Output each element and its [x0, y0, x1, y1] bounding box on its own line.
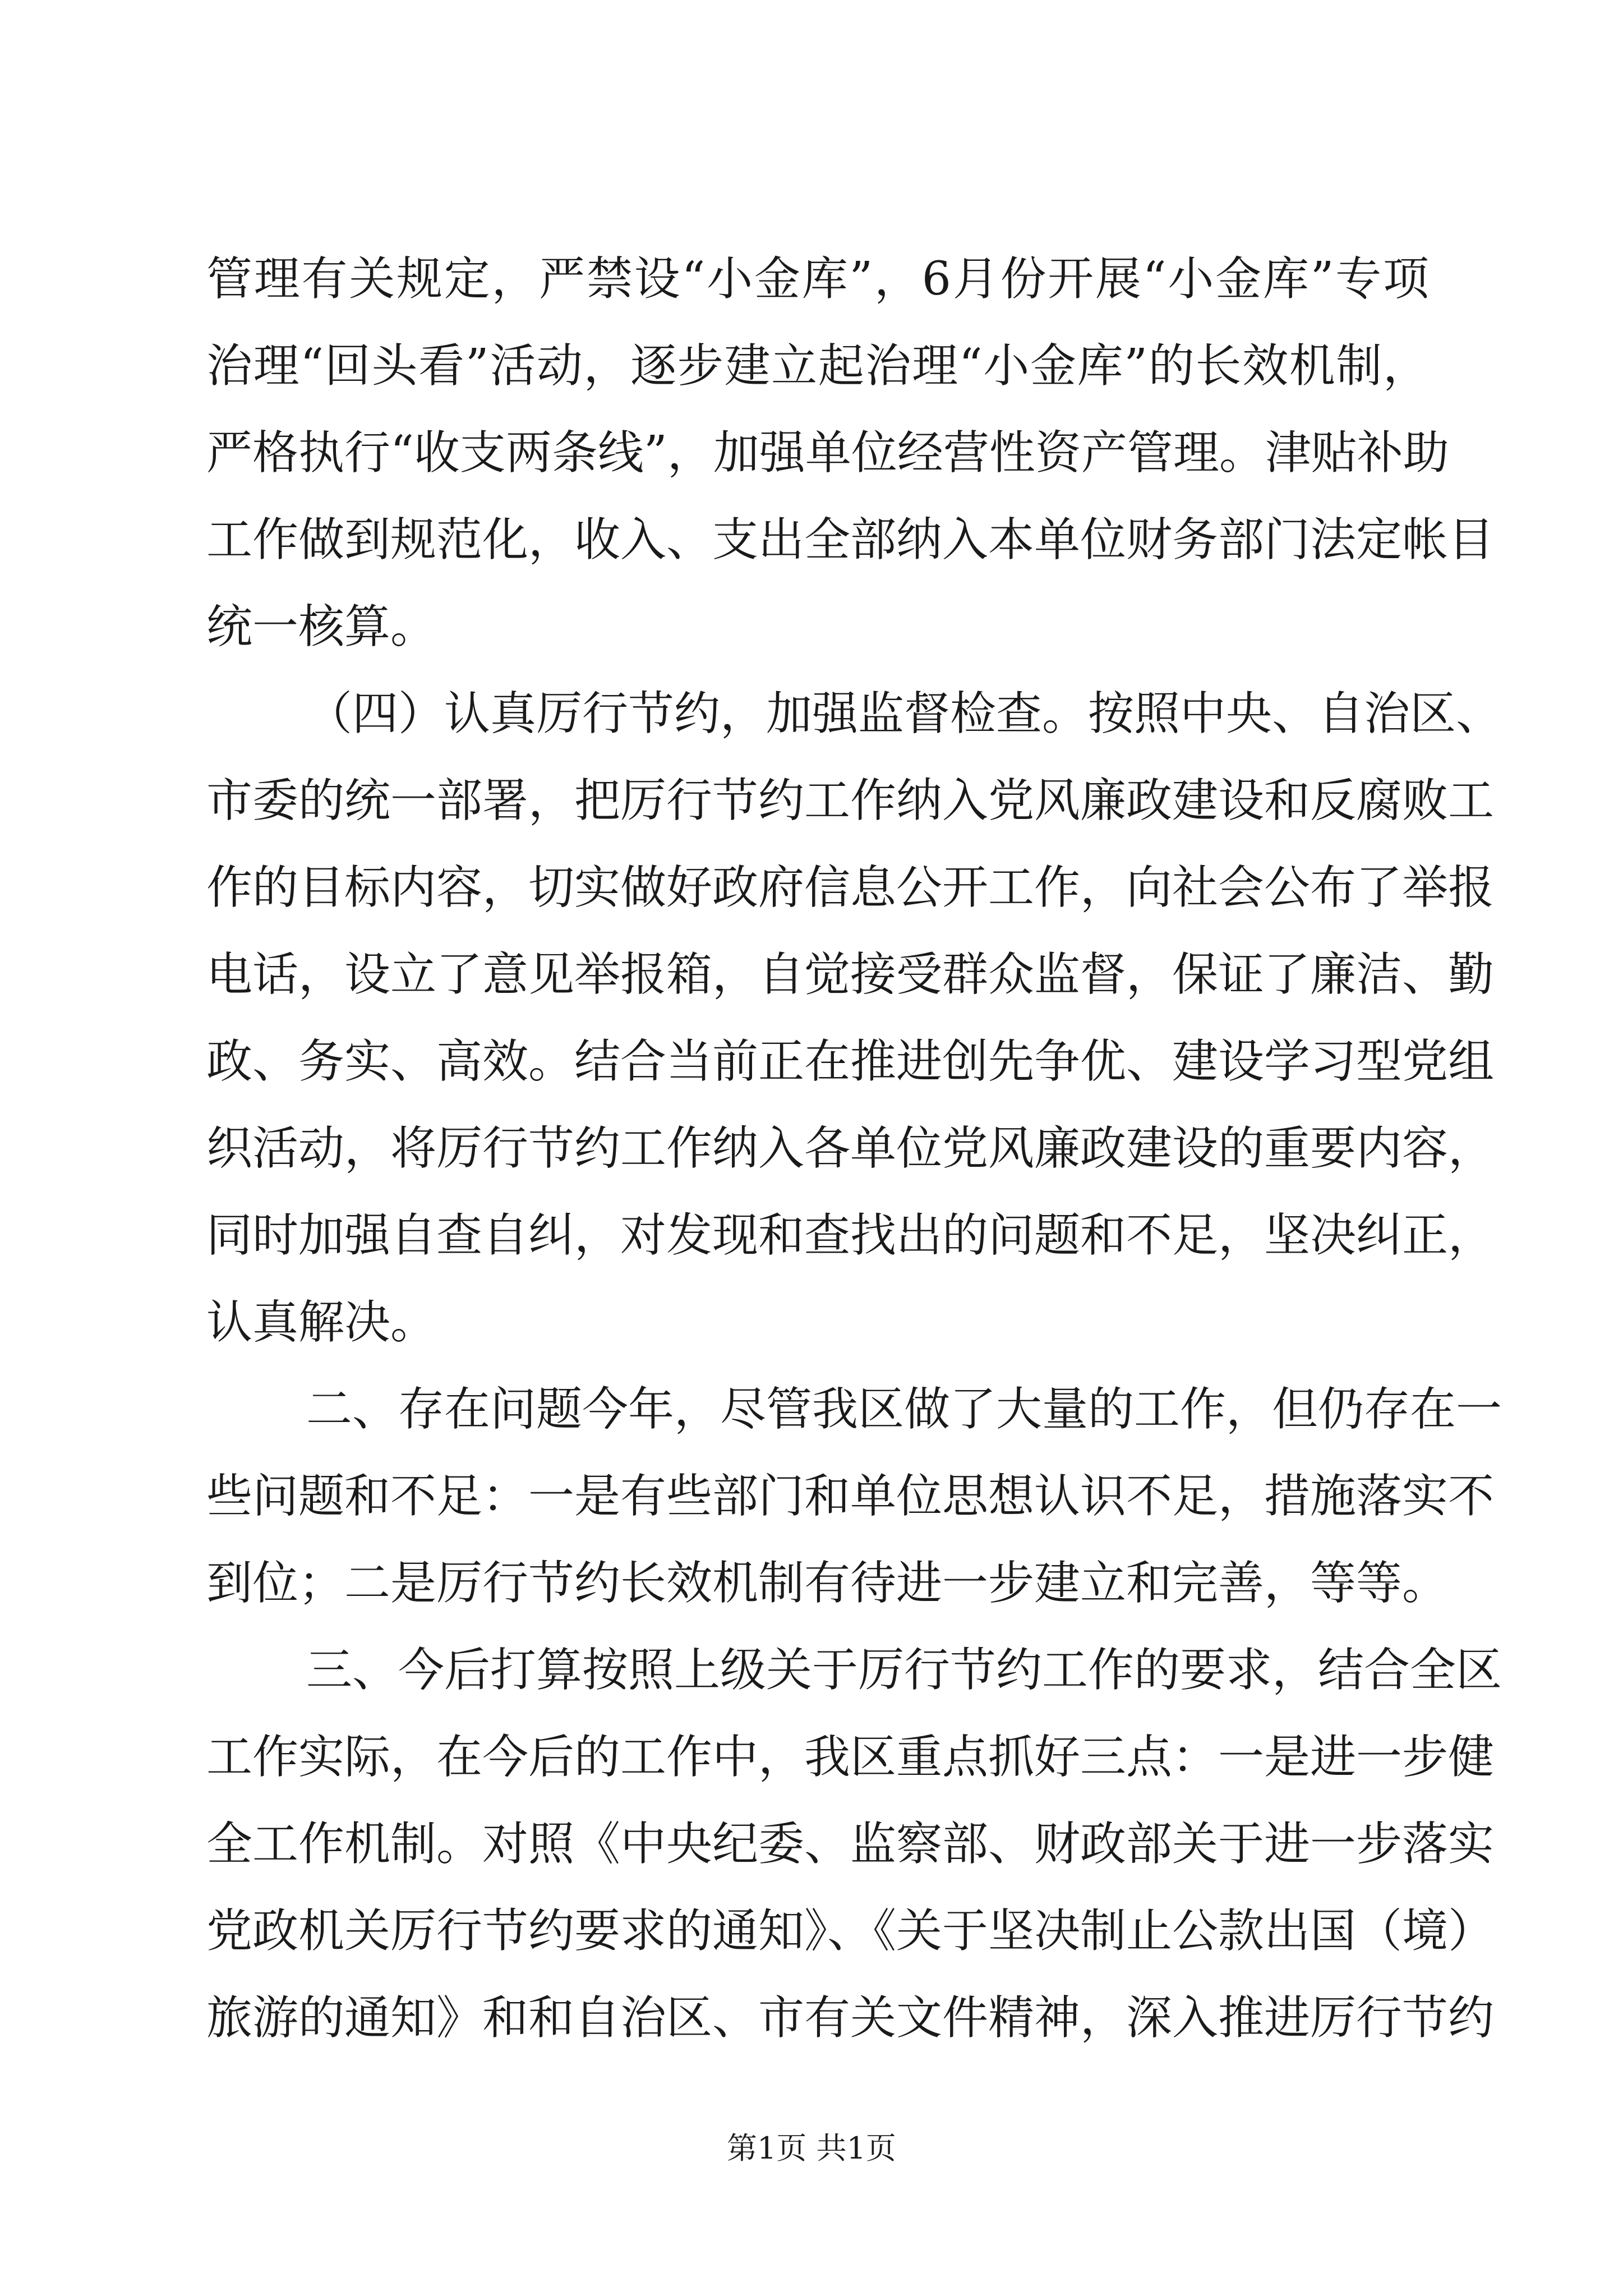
paragraph-line: 全工作机制。对照《中央纪委、监察部、财政部关于进一步落实	[206, 1818, 1495, 1871]
paragraph-line: （四）认真厉行节约，加强监督检查。按照中央、自治区、	[306, 687, 1502, 740]
paragraph-line: 些问题和不足：一是有些部门和单位思想认识不足，措施落实不	[206, 1470, 1495, 1523]
paragraph-line: 旅游的通知》和和自治区、市有关文件精神，深入推进厉行节约	[206, 1991, 1495, 2045]
paragraph-line: 认真解决。	[206, 1296, 437, 1349]
paragraph-line: 三、今后打算按照上级关于厉行节约工作的要求，结合全区	[306, 1644, 1502, 1697]
paragraph-line: 严格执行“收支两条线”，加强单位经营性资产管理。津贴补助	[206, 426, 1449, 480]
paragraph-line: 电话，设立了意见举报箱，自觉接受群众监督，保证了廉洁、勤	[206, 948, 1495, 1001]
paragraph-line: 二、存在问题今年，尽管我区做了大量的工作，但仍存在一	[306, 1383, 1502, 1436]
paragraph-line: 到位；二是厉行节约长效机制有待进一步建立和完善，等等。	[206, 1557, 1449, 1610]
paragraph-line: 治理“回头看”活动，逐步建立起治理“小金库”的长效机制，	[206, 339, 1429, 393]
paragraph-line: 同时加强自查自纠，对发现和查找出的问题和不足，坚决纠正，	[206, 1209, 1495, 1262]
paragraph-line: 工作做到规范化，收入、支出全部纳入本单位财务部门法定帐目	[206, 513, 1495, 567]
paragraph-line: 市委的统一部署，把厉行节约工作纳入党风廉政建设和反腐败工	[206, 774, 1495, 827]
paragraph-line: 作的目标内容，切实做好政府信息公开工作，向社会公布了举报	[206, 861, 1495, 914]
paragraph-line: 织活动，将厉行节约工作纳入各单位党风廉政建设的重要内容，	[206, 1122, 1495, 1175]
paragraph-line: 党政机关厉行节约要求的通知》、《关于坚决制止公款出国（境）	[206, 1904, 1495, 1958]
page-footer: 第1页 共1页	[727, 2131, 896, 2166]
paragraph-line: 政、务实、高效。结合当前正在推进创先争优、建设学习型党组	[206, 1035, 1495, 1088]
paragraph-line: 工作实际，在今后的工作中，我区重点抓好三点：一是进一步健	[206, 1731, 1495, 1784]
paragraph-line: 统一核算。	[206, 600, 437, 654]
paragraph-line: 管理有关规定，严禁设“小金库”，6月份开展“小金库”专项	[206, 252, 1429, 306]
